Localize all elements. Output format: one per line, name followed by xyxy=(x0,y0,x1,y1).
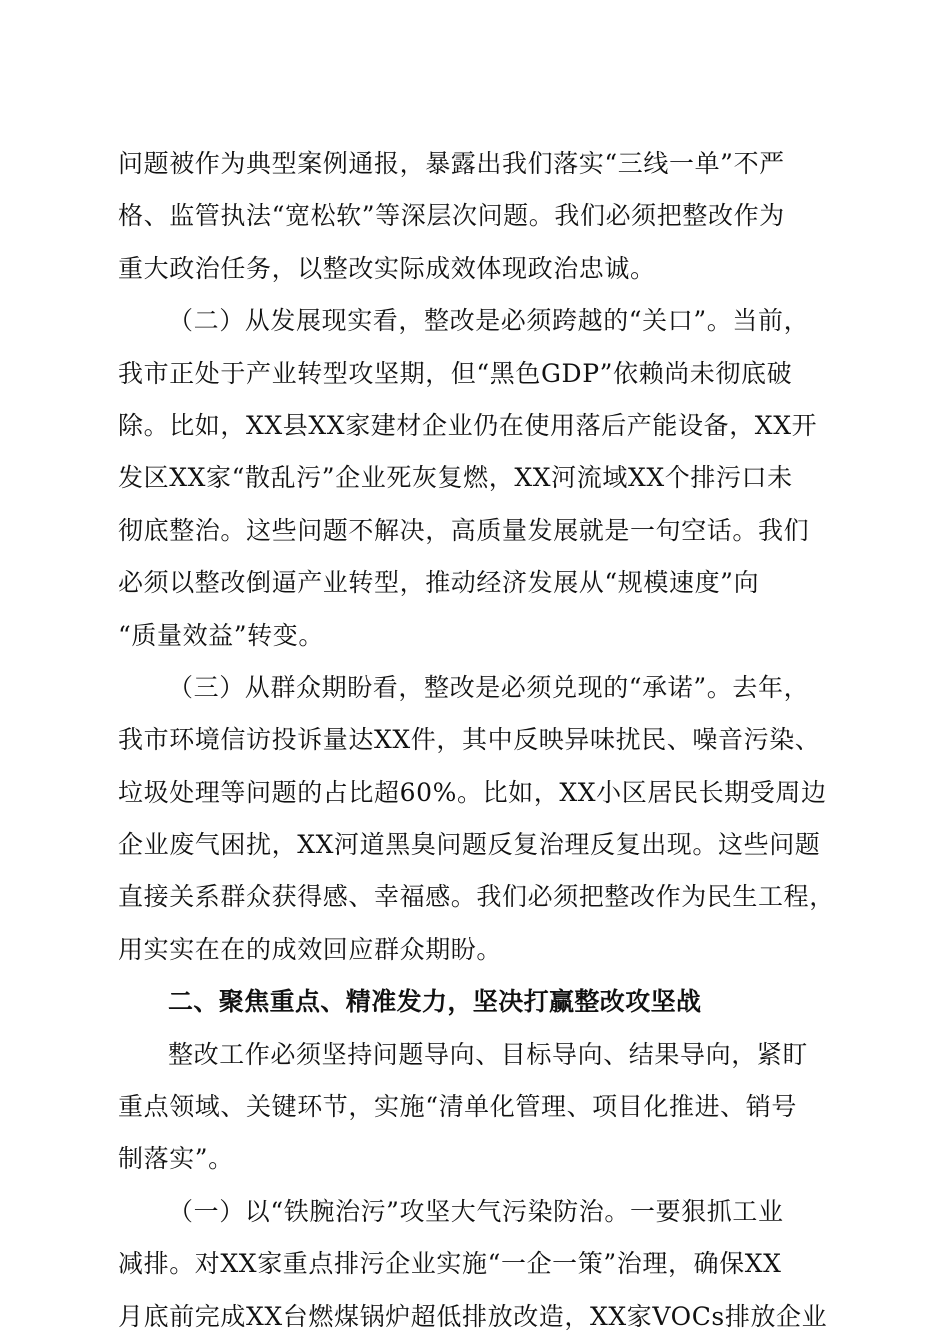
body-text-line: 问题被作为典型案例通报，暴露出我们落实“三线一单”不严 xyxy=(118,149,785,178)
body-text-line: 直接关系群众获得感、幸福感。我们必须把整改作为民生工程， xyxy=(118,882,835,912)
body-text-line: 用实实在在的成效回应群众期盼。 xyxy=(118,934,503,964)
body-text-line: 必须以整改倒逼产业转型，推动经济发展从“规模速度”向 xyxy=(118,568,760,598)
body-text-line: 发区XX家“散乱污”企业死灰复燃，XX河流域XX个排污口未 xyxy=(118,463,793,493)
body-text-line: 除。比如，XX县XX家建材企业仍在使用落后产能设备，XX开 xyxy=(118,410,818,440)
body-text-line: 我市环境信访投诉量达XX件，其中反映异味扰民、噪音污染、 xyxy=(118,725,821,755)
body-text-line: 整改工作必须坚持问题导向、目标导向、结果导向，紧盯 xyxy=(168,1039,809,1069)
subsection-line: （三）从群众期盼看，整改是必须兑现的“承诺”。去年， xyxy=(168,672,810,702)
body-text-line: 制落实”。 xyxy=(118,1144,234,1174)
body-text-line: 月底前完成XX台燃煤锅炉超低排放改造，XX家VOCs排放企业 xyxy=(118,1301,828,1331)
body-text-line: 我市正处于产业转型攻坚期，但“黑色GDP”依赖尚未彻底破 xyxy=(118,358,793,388)
body-text-line: 重大政治任务，以整改实际成效体现政治忠诚。 xyxy=(118,253,656,283)
body-text-line: 垃圾处理等问题的占比超60%。比如，XX小区居民长期受周边 xyxy=(118,777,827,807)
body-text-line: 减排。对XX家重点排污企业实施“一企一策”治理，确保XX xyxy=(118,1249,782,1279)
subsection-line: （二）从发展现实看，整改是必须跨越的“关口”。当前， xyxy=(168,306,810,336)
body-text-line: 彻底整治。这些问题不解决，高质量发展就是一句空话。我们 xyxy=(118,515,810,545)
body-text-line: 企业废气困扰，XX河道黑臭问题反复治理反复出现。这些问题 xyxy=(118,830,821,860)
subsection-line: （一）以“铁腕治污”攻坚大气污染防治。一要狠抓工业 xyxy=(168,1196,784,1226)
document-page xyxy=(118,138,834,1343)
section-heading: 二、聚焦重点、精准发力，坚决打赢整改攻坚战 xyxy=(168,987,702,1017)
body-text-line: 格、监管执法“宽松软”等深层次问题。我们必须把整改作为 xyxy=(118,201,785,231)
body-text-line: “质量效益”转变。 xyxy=(118,620,324,650)
body-text-line: 重点领域、关键环节，实施“清单化管理、项目化推进、销号 xyxy=(118,1092,797,1122)
